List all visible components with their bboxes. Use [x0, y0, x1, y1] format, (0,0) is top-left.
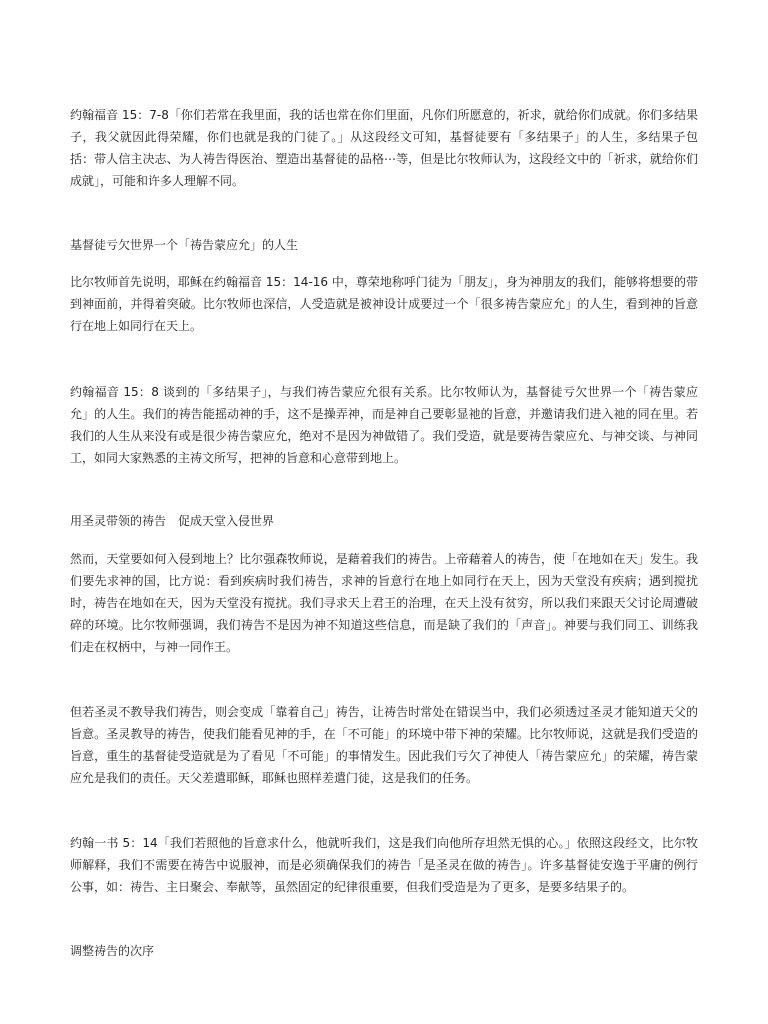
paragraph-friends-of-god: 比尔牧师首先说明，耶稣在约翰福音 15：14-16 中，尊荣地称呼门徒为「朋友」，身为神朋友的我们，能够将想要的带到神面前，并得着突破。比尔牧师也深信，人受造就是被神设计成要过一个「很多祷告蒙应允」的人生，看到神的旨意行在地上如同行在天上。	[70, 275, 698, 333]
paragraph-spirit-teaches-prayer: 但若圣灵不教导我们祷告，则会变成「靠着自己」祷告，让祷告时常处在错误当中，我们必须透过圣灵才能知道天父的旨意。圣灵教导的祷告，使我们能看见神的手，在「不可能」的环境中带下神的荣耀。比尔牧师说，这就是我们受造的旨意，重生的基督徒受造就是为了看见「不可能」的事情发生。因此我们亏欠了神使人「祷告蒙应允」的荣耀，祷告蒙应允是我们的责任。天父差遣耶稣，耶稣也照样差遣门徒，这是我们的任务。	[70, 705, 698, 785]
section-heading-holy-spirit-prayer: 用圣灵带领的祷告 促成天堂入侵世界	[70, 514, 275, 528]
paragraph-intro: 约翰福音 15：7-8「你们若常在我里面，我的话也常在你们里面，凡你们所愿意的，祈求，就给你们成就。你们多结果子，我父就因此得荣耀，你们也就是我的门徒了。」从这段经文可知，基督徒要有「多结果子」的人生，多结果子包括：带人信主决志、为人祷告得医治、塑造出基督徒的品格⋯等，但是比尔牧师认为，这段经文中的「祈求，就给你们成就」，可能和许多人理解不同。	[70, 108, 698, 188]
paragraph-bear-fruit: 约翰福音 15：8 谈到的「多结果子」，与我们祷告蒙应允很有关系。比尔牧师认为，基督徒亏欠世界一个「祷告蒙应允」的人生。我们的祷告能摇动神的手，这不是操弄神，而是神自己要彰显祂的旨意，并邀请我们进入祂的同在里。若我们的人生从来没有或是很少祷告蒙应允，绝对不是因为神做错了。我们受造，就是要祷告蒙应允、与神交谈、与神同工，如同大家熟悉的主祷文所写，把神的旨意和心意带到地上。	[70, 385, 698, 465]
section-heading-prayer-order: 调整祷告的次序	[70, 944, 155, 958]
section-heading-prayer-life: 基督徒亏欠世界一个「祷告蒙应允」的人生	[70, 238, 299, 252]
paragraph-first-john: 约翰一书 5：14「我们若照他的旨意求什么，他就听我们，这是我们向他所存坦然无惧的心。」依照这段经文，比尔牧师解释，我们不需要在祷告中说服神，而是必须确保我们的祷告「是圣灵在做的祷告」。许多基督徒安逸于平庸的例行公事，如：祷告、主日聚会、奉献等，虽然固定的纪律很重要，但我们受造是为了更多，是要多结果子的。	[70, 836, 698, 894]
paragraph-heaven-invades-earth: 然而，天堂要如何入侵到地上？比尔强森牧师说，是藉着我们的祷告。上帝藉着人的祷告，使「在地如在天」发生。我们要先求神的国，比方说：看到疾病时我们祷告，求神的旨意行在地上如同行在天上，因为天堂没有疾病；遇到搅扰时，祷告在地如在天，因为天堂没有搅扰。我们寻求天上君王的治理，在天上没有贫穷，所以我们来跟天父讨论周遭破碎的环境。比尔牧师强调，我们祷告不是因为神不知道这些信息，而是缺了我们的「声音」。神要与我们同工、训练我们走在权柄中，与神一同作王。	[70, 552, 698, 654]
